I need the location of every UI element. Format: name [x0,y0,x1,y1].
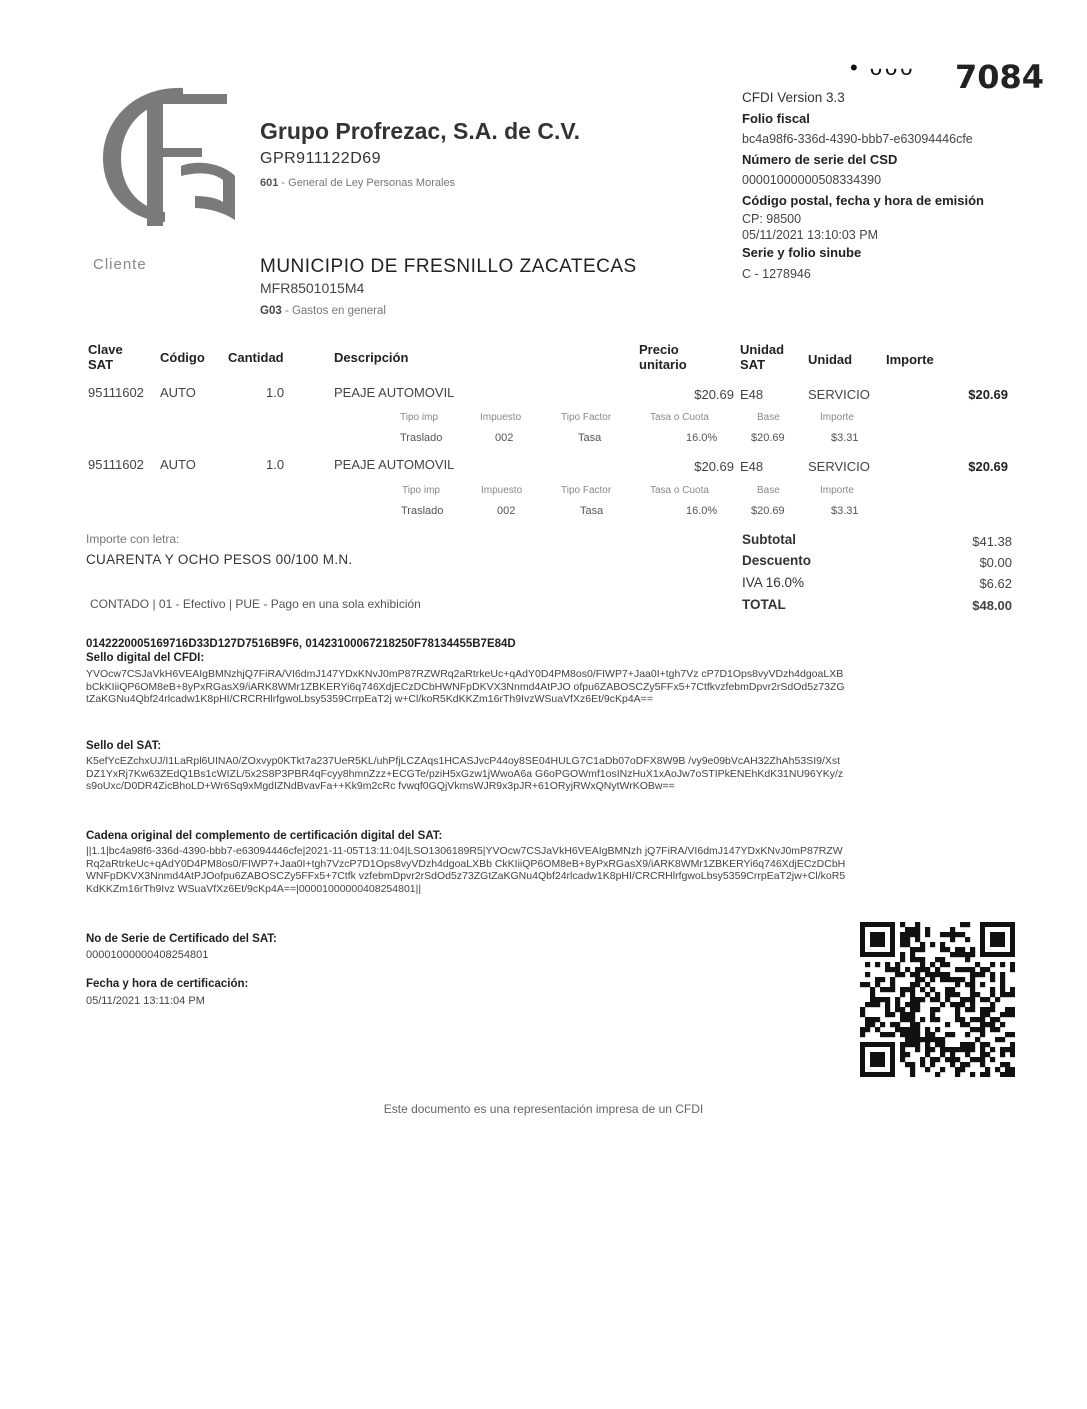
cadena-label: Cadena original del complemento de certificación digital del SAT: [86,830,443,842]
header-clave-sat: Clave SAT [88,342,123,372]
row2-clave: 95111602 [88,457,144,472]
row1-tax-head-impuesto: Impuesto [480,412,522,423]
row2-precio: $20.69 [694,459,734,474]
amount-words: CUARENTA Y OCHO PESOS 00/100 M.N. [86,552,353,567]
row1-tax-head-tipo: Tipo imp [400,412,438,423]
regime-desc: - General de Ley Personas Morales [278,177,456,189]
cert-date-value: 05/11/2021 13:11:04 PM [86,995,205,1007]
cert-sat-label: No de Serie de Certificado del SAT: [86,933,277,945]
sello-sat: K5efYcEZchxUJ/I1LaRpl6UINA0/ZOxvyp0KTkt7a237UeR5KL/uhPfjLCZAqs1HCASJvcP44oy8SE04HULG7C1aDb07oDFX8W9B /vy9e09bVcAH32ZhAh53SI9/XstDZ1YxRj7Kw63ZEdQ1Bs1cWIZL/5x2S8P3PBR4qFcyy8hmnZzz+ECGTe/pziH5xGzw1jWwoA6a G6oPGOWmf1osINzHuX1xAoJw7oSTIPkENEhKdK31NU96YKy/zs9oUxc/D0DR4ZicBhoLD+Wr6Sq9xMgdIZNdBvavFa++Kk9m2cRc fvwqf0GQjVkmsWJR9x3pJR+61ORyjRWxQNytWrKOBw== [86,755,844,792]
row1-tax-base: $20.69 [751,432,785,444]
emission-label: Código postal, fecha y hora de emisión [742,192,984,208]
csd-value: 00001000000508334390 [742,173,882,187]
use-desc: - Gastos en general [281,305,386,317]
row2-cantidad: 1.0 [266,457,285,472]
row2-tax-head-base: Base [757,485,780,496]
row1-tax-tasa: 16.0% [686,432,718,444]
regime-code: 601 [260,177,279,189]
header-codigo: Código [160,350,205,365]
row1-precio: $20.69 [694,387,734,402]
postal-code: CP: 98500 [742,212,802,226]
certificate-ids: 0142220005169716D33D127D7516B9F6, 01423100067218250F78134455B7E84D [86,638,516,650]
row2-tax-head-impuesto: Impuesto [481,485,523,496]
total-label: TOTAL [742,597,786,612]
subtotal-label: Subtotal [742,532,796,547]
qr-code [860,922,1015,1077]
row2-tax-head-tipo: Tipo imp [402,485,440,496]
issuer-rfc: GPR911122D69 [260,150,382,167]
row1-tax-head-tasa: Tasa o Cuota [650,412,709,423]
row2-tax-tasa: 16.0% [686,505,718,517]
row1-unidad: SERVICIO [808,387,870,402]
row1-clave: 95111602 [88,385,144,400]
row2-tax-head-factor: Tipo Factor [561,485,612,496]
cadena-original: ||1.1|bc4a98f6-336d-4390-bbb7-e63094446cfe|2021-11-05T13:11:04|LSO1306189R5|YVOcw7CSJaVkH6VEAIgBMNzh jQ7FiRA/VI6dmJ147YDxKNvJ0mP87RZWRq2aRtrkeUc+qAdY0D4PM8os0/FIWP7+Jaa0I+tgh7VzcP7D1Ops8vyVDzh4dgoaLXBb CkKIiiQP6OM8eB+8yPxRGasX9/iARK8WMr1ZBKERYi6q746XdjECzDCbHWNFpDKVX3Nnmd4AtPJOofpu6ZABOSCZy5FFx5+7Ctfk vzfebmDpvr2rSdOd5z73ZGtZaKGNu4Qbf24rlcadw1K8pHI/CRCRHlrfgwoLbsy5359CrrpEaT2jw+Cl/koR5KdKKZm16rTh9Ivz WSuaVfXz6Et/9cKp4A==|00001000000408254801|| [86,845,846,895]
descuento-value: $0.00 [979,555,1012,570]
cert-date-label: Fecha y hora de certificación: [86,978,249,990]
header-precio: Precio unitario [639,342,687,372]
payment-info: CONTADO | 01 - Efectivo | PUE - Pago en una sola exhibición [90,597,421,611]
client-name: MUNICIPIO DE FRESNILLO ZACATECAS [260,256,637,277]
row2-tax-head-tasa: Tasa o Cuota [650,485,709,496]
row2-descripcion: PEAJE AUTOMOVIL [334,457,455,472]
row1-tax-factor: Tasa [578,432,602,444]
sello-cfdi-label: Sello digital del CFDI: [86,652,205,664]
client-cfdi-use [260,305,386,317]
row1-tax-head-base: Base [757,412,780,423]
row1-tax-head-factor: Tipo Factor [561,412,612,423]
row2-tax-impuesto: 002 [497,505,516,517]
handwritten-mark: • ᴗᴗᴗ [850,55,916,80]
row1-codigo: AUTO [160,385,196,400]
row1-tax-impuesto: 002 [495,432,514,444]
row2-unidad-sat: E48 [740,459,764,474]
sello-cfdi: YVOcw7CSJaVkH6VEAIgBMNzhjQ7FiRA/VI6dmJ147YDxKNvJ0mP87RZWRq2aRtrkeUc+qAdY0D4PM8os0/FIWP7+Jaa0I+tgh7Vz cP7D1Ops8vyVDzh4dgoaLXBbCkKIiiQP6OM8eB+8yPxRGasX9/iARK8WMr1ZBKERYi6q746XdjECzDCbHWNFpDKVX3Nnmd4AtPJO ofpu6ZABOSCZy5FFx5+7CtfkvzfebmDpvr2rSdOd5z73ZGtZaKGNu4Qbf24rlcadw1K8pHI/CRCRHlrfgwoLbsy5359CrrpEaT2j w+Cl/koR5KdKKZm16rTh9IvzWSuaVfXz6Et/9cKp4A== [86,668,845,705]
row2-tax-base: $20.69 [751,505,785,517]
row1-tax-head-importe: Importe [820,412,854,423]
row2-codigo: AUTO [160,457,196,472]
row1-importe: $20.69 [968,387,1008,402]
emission-date: 05/11/2021 13:10:03 PM [742,228,878,242]
row2-importe: $20.69 [968,459,1008,474]
row2-unidad: SERVICIO [808,459,870,474]
row1-tax-tipo: Traslado [400,432,443,444]
subtotal-value: $41.38 [972,534,1012,549]
use-code: G03 [260,305,282,317]
row2-tax-head-importe: Importe [820,485,854,496]
client-rfc: MFR8501015M4 [260,280,365,296]
sello-sat-label: Sello del SAT: [86,740,162,752]
folio-fiscal-value: bc4a98f6-336d-4390-bbb7-e63094446cfe [742,132,973,146]
cfdi-version: CFDI Version 3.3 [742,90,845,105]
folio-fiscal-label: Folio fiscal [742,110,810,126]
header-cantidad: Cantidad [228,350,284,365]
issuer-name: Grupo Profrezac, S.A. de C.V. [260,118,580,144]
header-importe: Importe [886,352,934,367]
row1-descripcion: PEAJE AUTOMOVIL [334,385,455,400]
csd-label: Número de serie del CSD [742,151,898,167]
footer-note: Este documento es una representación impresa de un CFDI [383,1102,704,1116]
amount-words-label: Importe con letra: [86,532,180,546]
cert-sat-value: 00001000000408254801 [86,949,209,961]
header-unidad: Unidad [808,352,853,367]
row1-tax-importe: $3.31 [831,432,859,444]
row2-tax-importe: $3.31 [831,505,859,517]
total-value: $48.00 [972,598,1012,613]
descuento-label: Descuento [742,553,812,568]
iva-value: $6.62 [979,576,1012,591]
folio-number: 7084 [955,58,1045,96]
header-unidad-sat: Unidad SAT [740,342,785,372]
row2-tax-tipo: Traslado [401,505,444,517]
cfdi-info [742,88,1042,284]
company-logo [95,80,245,230]
row1-unidad-sat: E48 [740,387,764,402]
row1-cantidad: 1.0 [266,385,285,400]
serie-label: Serie y folio sinube [742,245,862,260]
client-label: Cliente [93,256,147,273]
iva-label: IVA 16.0% [742,575,805,590]
serie-value: C - 1278946 [742,266,811,281]
row2-tax-factor: Tasa [580,505,604,517]
issuer-regime [260,177,455,189]
header-descripcion: Descripción [334,350,409,365]
